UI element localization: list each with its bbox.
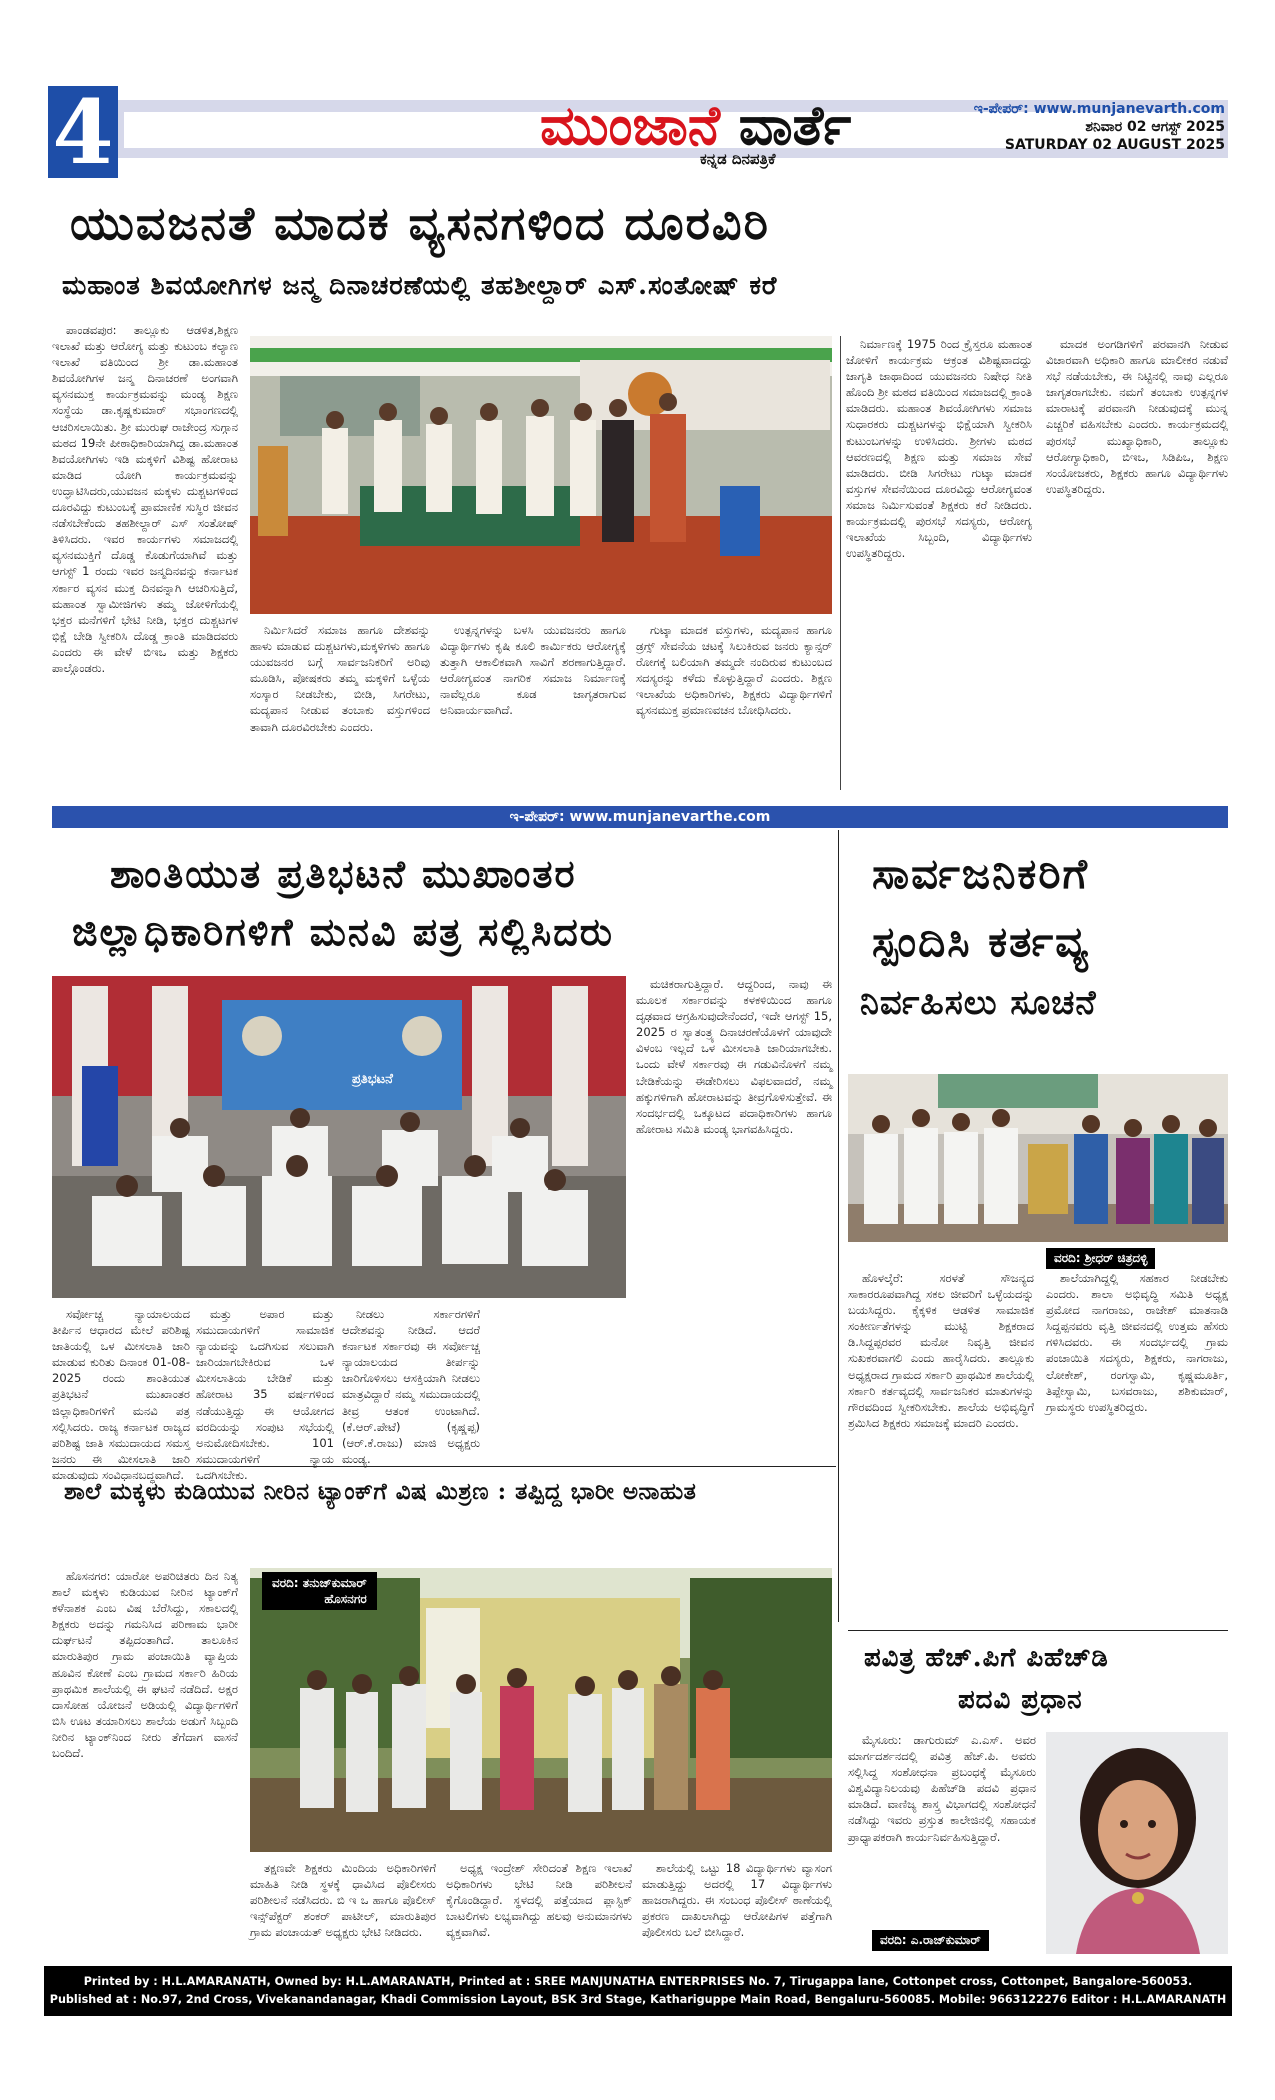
story5-portrait <box>1046 1732 1228 1954</box>
story2-col4: ಮಚಿಕರಾಗುತ್ತಿದ್ದಾರೆ. ಆದ್ದರಿಂದ, ನಾವು ಈ ಮೂಲಕ ಸರ್ಕಾರವನ್ನು ಕಳಕಳಿಯಿಂದ ಹಾಗೂ ದೃಢವಾದ ಆಗ್ರಹಿಸುವುದೇನೆಂದರೆ, ಇದೇ ಆಗಸ್ಟ್ 15, 2025 ರ ಸ್ವಾತಂತ್ರ್ಯ ದಿನಾಚರಣೆಯೊಳಗೆ ಯಾವುದೇ ವಿಳಂಬ ಇಲ್ಲದೆ ಒಳ ಮೀಸಲಾತಿ ಜಾರಿಯಾಗಬೇಕು. ಒಂದು ವೇಳೆ ಸರ್ಕಾರವು ಈ ಗಡುವಿನೊಳಗೆ ನಮ್ಮ ಬೇಡಿಕೆಯನ್ನು ಈಡೇರಿಸಲು ವಿಫಲವಾದರೆ, ನಮ್ಮ ಹಕ್ಕುಗಳಿಗಾಗಿ ಹೋರಾಟವನ್ನು ತೀವ್ರಗೊಳಿಸುತ್ತೇವೆ. ಈ ಸಂದರ್ಭದಲ್ಲಿ ಒಕ್ಕೂಟದ ಪದಾಧಿಕಾರಿಗಳು ಹಾಗೂ ಹೋರಾಟ ಸಮಿತಿ ಮಂಡ್ಯ ಭಾಗವಹಿಸಿದ್ದರು. <box>636 977 832 1136</box>
page-number: 4 <box>48 86 118 178</box>
story1-photo <box>250 336 832 614</box>
story1-col5: ನಿರ್ಮಾಣಕ್ಕೆ 1975 ರಿಂದ ಕ್ರೈಸ್ತರೂ ಮಹಾಂತ ಜೋಳಿಗೆ ಕಾರ್ಯಕ್ರಮ ಆಕ್ರಂತ ವಿಶಿಷ್ಟವಾದದ್ದು ಜಾಗೃತಿ ಜಾಥಾದಿಂದ ಯುವಜನರು ನಿಷೇಧ ನೀತಿ ಹೊಂದಿ ಶ್ರೀ ಮಠದ ವತಿಯಿಂದ ಸಮಾಜದಲ್ಲಿ ಕ್ರಾಂತಿ ಮಾಡಿದರು. ಮಹಾಂತ ಶಿವಯೋಗಿಗಳು ಸಮಾಜ ಸುಧಾರಕರು ದುಶ್ಚಟಗಳನ್ನು ಭಿಕ್ಷೆಯಾಗಿ ಸ್ವೀಕರಿಸಿ ಕುಟುಂಬಗಳನ್ನು ಉಳಿಸಿದರು. ಶ್ರೀಗಳು ಮಠದ ಆವರಣದಲ್ಲಿ ಶಿಕ್ಷಣ ಮತ್ತು ಸಮಾಜ ಸೇವೆ ಮಾಡಿದರು. ಬೀಡಿ ಸಿಗರೇಟು ಗುಟ್ಕಾ ಮಾದಕ ವಸ್ತುಗಳ ಸೇವನೆಯಿಂದ ದೂರವಿದ್ದು ಆರೋಗ್ಯವಂತ ಸಮಾಜ ನಿರ್ಮಿಸುವಂತೆ ಶಿಕ್ಷಕರು ಕರೆ ನೀಡಿದರು. ಕಾರ್ಯಕ್ರಮದಲ್ಲಿ ಪುರಸಭೆ ಸದಸ್ಯರು, ಆರೋಗ್ಯ ಇಲಾಖೆಯ ಸಿಬ್ಬಂದಿ, ವಿದ್ಯಾರ್ಥಿಗಳು ಉಪಸ್ಥಿತರಿದ್ದರು. <box>846 337 1032 561</box>
felicitation-photo-icon <box>848 1074 1228 1242</box>
protest-banner-text: ಪ್ರತಿಭಟನೆ <box>352 1072 393 1087</box>
story1-col2: ನಿರ್ಮಿಸಿದರೆ ಸಮಾಜ ಹಾಗೂ ದೇಶವನ್ನು ಹಾಳು ಮಾಡುವ ದುಶ್ಚಟಗಳು,ಮಕ್ಕಳಿಗಳು ಹಾಗೂ ಯುವಜನರ ಬಗ್ಗೆ ಸಾರ್ವಜನಿಕರಿಗೆ ಅರಿವು ಮೂಡಿಸಿ, ಪೋಷಕರು ತಮ್ಮ ಮಕ್ಕಳಿಗೆ ಒಳ್ಳೆಯ ಸಂಸ್ಕಾರ ನೀಡಬೇಕು, ಬೀಡಿ, ಸಿಗರೇಟು, ಮದ್ಯಪಾನ ನೀಡುವ ತಂಬಾಕು ವಸ್ತುಗಳಿಂದ ತಾವಾಗಿ ದೂರವಿರಬೇಕು ಎಂದರು. <box>250 623 430 734</box>
story4-photo <box>250 1568 832 1852</box>
column-divider <box>838 830 839 1622</box>
story2-col1: ಸರ್ವೋಚ್ಚ ನ್ಯಾಯಾಲಯದ ತೀರ್ಪಿನ ಆಧಾರದ ಮೇಲೆ ಪರಿಶಿಷ್ಟ ಜಾತಿಯಲ್ಲಿ ಒಳ ಮೀಸಲಾತಿ ಜಾರಿ ಮಾಡುವ ಕುರಿತು ದಿನಾಂಕ 01-08-2025 ರಂದು ಶಾಂತಿಯುತ ಪ್ರತಿಭಟನೆ ಮುಖಾಂತರ ಜಿಲ್ಲಾಧಿಕಾರಿಗಳಿಗೆ ಮನವಿ ಪತ್ರ ಸಲ್ಲಿಸಿದರು. ರಾಜ್ಯ ಕರ್ನಾಟಕ ರಾಜ್ಯದ ಪರಿಶಿಷ್ಟ ಜಾತಿ ಸಮುದಾಯದ ಸಮಸ್ತ ಜನರು ಈ ಮೀಸಲಾತಿ ಜಾರಿ ಮಾಡುವುದು ಸಂವಿಧಾನಬದ್ಧವಾಗಿದೆ. <box>52 1307 190 1482</box>
story4-photo-credit: ವರದಿ: ತನುಜ್‌ಕುಮಾರ್ ಹೊಸನಗರ <box>262 1572 377 1610</box>
imprint-line1: Printed by : H.L.AMARANATH, Owned by: H.L.AMARANATH, Printed at : SREE MANJUNATHA ENTERPRISES No. 7, Tirugappa lane, Cottonpet cross, Cottonpet, Bangalore-560053. <box>83 1975 1193 1988</box>
section-divider <box>52 1466 836 1467</box>
date-kannada: ಶನಿವಾರ 02 ಆಗಸ್ಟ್ 2025 <box>1085 119 1225 135</box>
story5-headline-line2: ಪದವಿ ಪ್ರಧಾನ <box>958 1685 1083 1715</box>
story5-headline-line1: ಪವಿತ್ರ ಹೆಚ್.ಪಿಗೆ ಪಿಹೆಚ್‌ಡಿ <box>864 1643 1109 1673</box>
imprint-footer <box>44 1966 1232 2016</box>
story1-col3: ಉತ್ಪನ್ನಗಳನ್ನು ಬಳಸಿ ಯುವಜನರು ಹಾಗೂ ವಿದ್ಯಾರ್ಥಿಗಳು ಕೃಷಿ ಕೂಲಿ ಕಾರ್ಮಿಕರು ಆರೋಗ್ಯಕ್ಕೆ ತುತ್ತಾಗಿ ಆಕಾಲಿಕವಾಗಿ ಸಾವಿಗೆ ಶರಣಾಗುತ್ತಿದ್ದಾರೆ. ಆರೋಗ್ಯವಂತ ನಾಗರಿಕ ಸಮಾಜ ನಿರ್ಮಾಣಕ್ಕೆ ನಾವೆಲ್ಲರೂ ಕೂಡ ಜಾಗೃತರಾಗುವ ಅನಿವಾರ್ಯವಾಗಿದೆ. <box>440 623 626 718</box>
story5-body: ಮೈಸೂರು: ಡಾಗುರುಮ್ ಎ.ಎಸ್. ಅವರ ಮಾರ್ಗದರ್ಶನದಲ್ಲಿ ಪವಿತ್ರ ಹೆಚ್.ಪಿ. ಅವರು ಸಲ್ಲಿಸಿದ್ದ ಸಂಶೋಧನಾ ಪ್ರಬಂಧಕ್ಕೆ ಮೈಸೂರು ವಿಶ್ವವಿದ್ಯಾನಿಲಯವು ಪಿಹೆಚ್‌ಡಿ ಪದವಿ ಪ್ರಧಾನ ಮಾಡಿದೆ. ವಾಣಿಜ್ಯ ಶಾಸ್ತ್ರ ವಿಭಾಗದಲ್ಲಿ ಸಂಶೋಧನೆ ನಡೆಸಿದ್ದು ಇವರು ಪ್ರಸ್ತುತ ಕಾಲೇಜಿನಲ್ಲಿ ಸಹಾಯಕ ಪ್ರಾಧ್ಯಾಪಕರಾಗಿ ಕಾರ್ಯನಿರ್ವಹಿಸುತ್ತಿದ್ದಾರೆ. <box>848 1733 1036 1844</box>
story3-col1: ಹೊಳಲ್ಕೆರೆ: ಸರಳತೆ ಸೌಜನ್ಯದ ಸಾಕಾರರೂಪವಾಗಿದ್ದ ಸಕಲ ಜೀವರಿಗೆ ಒಳ್ಳೆಯದನ್ನು ಬಯಸಿದ್ದರು. ಕೈಕ್ಕಳಿಕ ಆಡಳಿತ ಸಾಮಾಜಿಕ ಸಂಕೀರ್ಣತೆಗಳನ್ನು ಮುಟ್ಟಿ ಶಿಕ್ಷಕರಾದ ಡಿ.ಸಿದ್ದಪ್ಪರವರ ಮನೋ ನಿವೃತ್ತಿ ಜೀವನ ಸುಖಕರವಾಗಲಿ ಎಂದು ಹಾರೈಸಿದರು. ತಾಲ್ಲೂಕು ಅಧ್ಯಕ್ಷರಾದ ಗ್ರಾಮದ ಸರ್ಕಾರಿ ಪ್ರಾಥಮಿಕ ಶಾಲೆಯಲ್ಲಿ ಸರ್ಕಾರಿ ಕರ್ತವ್ಯದಲ್ಲಿ ಸಾರ್ವಜನಿಕರ ಮಾತುಗಳನ್ನು ಗೌರವದಿಂದ ಸ್ವೀಕರಿಸಬೇಕು. ಶಾಲೆಯ ಅಭಿವೃದ್ಧಿಗೆ ಶ್ರಮಿಸಿದ ಶಿಕ್ಷಕರು ಸಮಾಜಕ್ಕೆ ಮಾದರಿ ಎಂದರು. <box>848 1271 1034 1430</box>
story4-headline: ಶಾಲೆ ಮಕ್ಕಳು ಕುಡಿಯುವ ನೀರಿನ ಟ್ಯಾಂಕ್‌ಗೆ ವಿಷ ಮಿಶ್ರಣ : ತಪ್ಪಿದ್ದ ಭಾರೀ ಅನಾಹುತ <box>64 1478 697 1505</box>
column-divider <box>840 336 841 790</box>
epaper-banner[interactable]: ಇ-ಪೇಪರ್: www.munjanevarthe.com <box>52 806 1228 828</box>
story1-headline: ಯುವಜನತೆ ಮಾದಕ ವ್ಯಸನಗಳಿಂದ ದೂರವಿರಿ <box>70 196 770 250</box>
story1-subheadline: ಮಹಾಂತ ಶಿವಯೋಗಿಗಳ ಜನ್ಮ ದಿನಾಚರಣೆಯಲ್ಲಿ ತಹಶೀಲ್ದಾರ್ ಎಸ್.ಸಂತೋಷ್ ಕರೆ <box>62 271 778 301</box>
story1-col4: ಗುಟ್ಕಾ ಮಾದಕ ವಸ್ತುಗಳು, ಮದ್ಯಪಾನ ಹಾಗೂ ಡ್ರಗ್ಸ್ ಸೇವನೆಯ ಚಟಕ್ಕೆ ಸಿಲುಕಿರುವ ಜನರು ಕ್ಯಾನ್ಸರ್ ರೋಗಕ್ಕೆ ಬಲಿಯಾಗಿ ತಮ್ಮದೇ ನಂದಿರುವ ಕುಟುಂಬದ ಸದಸ್ಯರನ್ನು ಕಳೆದು ಕೊಳ್ಳುತ್ತಿದ್ದಾರೆ ಎಂದರು. ಶಿಕ್ಷಣ ಇಲಾಖೆಯ ಅಧಿಕಾರಿಗಳು, ಶಿಕ್ಷಕರು ವಿದ್ಯಾರ್ಥಿಗಳಿಗೆ ವ್ಯಸನಮುಕ್ತ ಪ್ರಮಾಣವಚನ ಬೋಧಿಸಿದರು. <box>636 623 832 718</box>
story2-headline-line1: ಶಾಂತಿಯುತ ಪ್ರತಿಭಟನೆ ಮುಖಾಂತರ <box>110 851 577 896</box>
story4-col3: ಅಧ್ಯಕ್ಷ ಇಂದ್ರೇಶ್ ಸೇರಿದಂತೆ ಶಿಕ್ಷಣ ಇಲಾಖೆ ಅಧಿಕಾರಿಗಳು ಭೇಟಿ ನೀಡಿ ಪರಿಶೀಲನೆ ಕೈಗೊಂಡಿದ್ದಾರೆ. ಸ್ಥಳದಲ್ಲಿ ಪತ್ತೆಯಾದ ಪ್ಲಾಸ್ಟಿಕ್ ಬಾಟಲಿಗಳು ಲಭ್ಯವಾಗಿದ್ದು ಹಲವು ಅನುಮಾನಗಳು ವ್ಯಕ್ತವಾಗಿವೆ. <box>446 1861 632 1940</box>
story4-col4: ಶಾಲೆಯಲ್ಲಿ ಒಟ್ಟು 18 ವಿದ್ಯಾರ್ಥಿಗಳು ವ್ಯಾಸಂಗ ಮಾಡುತ್ತಿದ್ದು ಅದರಲ್ಲಿ 17 ವಿದ್ಯಾರ್ಥಿಗಳು ಹಾಜರಾಗಿದ್ದರು. ಈ ಸಂಬಂಧ ಪೊಲೀಸ್ ಠಾಣೆಯಲ್ಲಿ ಪ್ರಕರಣ ದಾಖಲಾಗಿದ್ದು ಆರೋಪಿಗಳ ಪತ್ತೆಗಾಗಿ ಪೊಲೀಸರು ಬಲೆ ಬೀಸಿದ್ದಾರೆ. <box>642 1861 832 1940</box>
story3-headline-line1: ಸಾರ್ವಜನಿಕರಿಗೆ <box>872 849 1089 898</box>
protest-photo-icon <box>52 976 626 1298</box>
story3-col2: ಶಾಲೆಯಾಗಿದ್ದಲ್ಲಿ ಸಹಕಾರ ನೀಡಬೇಕು ಎಂದರು. ಶಾಲಾ ಅಭಿವೃದ್ಧಿ ಸಮಿತಿ ಅಧ್ಯಕ್ಷ ಪ್ರಮೋದ ನಾಗರಾಜು, ರಾಜೇಶ್ ಮಾತನಾಡಿ ಸಿದ್ದಪ್ಪನವರು ವೃತ್ತಿ ಜೀವನದಲ್ಲಿ ಉತ್ತಮ ಹೆಸರು ಗಳಿಸಿದವರು. ಈ ಸಂದರ್ಭದಲ್ಲಿ ಗ್ರಾಮ ಪಂಚಾಯಿತಿ ಸದಸ್ಯರು, ಶಿಕ್ಷಕರು, ನಾಗರಾಜು, ಲೋಕೇಶ್, ರಂಗಸ್ವಾಮಿ, ಕೃಷ್ಣಮೂರ್ತಿ, ತಿಪ್ಪೇಸ್ವಾಮಿ, ಬಸವರಾಜು, ಶಶಿಕುಮಾರ್, ಗ್ರಾಮಸ್ಥರು ಉಪಸ್ಥಿತರಿದ್ದರು. <box>1046 1271 1228 1414</box>
portrait-photo-icon <box>1046 1732 1228 1954</box>
story3-photo <box>848 1074 1228 1242</box>
story2-col2: ಮತ್ತು ಅಪಾರ ಮತ್ತು ಸಮುದಾಯಗಳಿಗೆ ಸಾಮಾಜಿಕ ನ್ಯಾಯವನ್ನು ಒದಗಿಸುವ ಸಲುವಾಗಿ ಜಾರಿಯಾಗಬೇಕಿರುವ ಒಳ ಮೀಸಲಾತಿಯ ಬೇಡಿಕೆ ಮತ್ತು ಹೋರಾಟ 35 ವರ್ಷಗಳಿಂದ ನಡೆಯುತ್ತಿದ್ದು ಈ ಆಯೋಗದ ವರದಿಯನ್ನು ಸಂಪುಟ ಸಭೆಯಲ್ಲಿ ಅನುಮೋದಿಸಬೇಕು. 101 ಸಮುದಾಯಗಳಿಗೆ ನ್ಯಾಯ ಒದಗಿಸಬೇಕು. <box>196 1307 334 1482</box>
school-tank-photo-icon <box>250 1568 832 1852</box>
story5-credit: ವರದಿ: ಎ.ರಾಜ್‌ಕುಮಾರ್ <box>872 1930 989 1951</box>
story3-headline-line3: ನಿರ್ವಹಿಸಲು ಸೂಚನೆ <box>860 983 1097 1023</box>
story2-col3: ನೀಡಲು ಸರ್ಕಾರಗಳಿಗೆ ಆದೇಶವನ್ನು ನೀಡಿದೆ. ಆದರೆ ಕರ್ನಾಟಕ ಸರ್ಕಾರವು ಈ ಸರ್ವೋಚ್ಚ ನ್ಯಾಯಾಲಯದ ತೀರ್ಪನ್ನು ಜಾರಿಗೊಳಿಸಲು ಆಸಕ್ತಿಯಾಗಿ ನೀಡಲು ಮಾತ್ರವಿದ್ದಾರೆ ನಮ್ಮ ಸಮುದಾಯದಲ್ಲಿ ತೀವ್ರ ಆತಂಕ ಉಂಟಾಗಿದೆ. (ಕೆ.ಆರ್.ಪೇಟೆ) (ಕೃಷ್ಣಪ್ಪ) (ಆರ್.ಕೆ.ರಾಜು) ಮಾಜಿ ಅಧ್ಯಕ್ಷರು ಮಂಡ್ಯ. <box>342 1307 480 1466</box>
title-part2: ವಾರ್ತೆ <box>738 93 852 157</box>
date-english: SATURDAY 02 AUGUST 2025 <box>1004 137 1225 153</box>
story2-headline-line2: ಜಿಲ್ಲಾಧಿಕಾರಿಗಳಿಗೆ ಮನವಿ ಪತ್ರ ಸಲ್ಲಿಸಿದರು <box>72 909 614 954</box>
imprint-line2: Published at : No.97, 2nd Cross, Vivekanandanagar, Khadi Commission Layout, BSK 3rd Stage, Kathariguppe Main Road, Bengaluru-560085. Mobile: 9663122276 Editor : H.L.AMARANATH <box>49 1993 1227 2006</box>
section-divider <box>848 1630 1228 1631</box>
epaper-url[interactable]: ಇ-ಪೇಪರ್: www.munjanevarth.com <box>973 101 1225 117</box>
ceremony-photo-icon <box>250 336 832 614</box>
story1-col6: ಮಾದಕ ಅಂಗಡಿಗಳಿಗೆ ಪರವಾನಗಿ ನೀಡುವ ವಿಚಾರವಾಗಿ ಅಧಿಕಾರಿ ಹಾಗೂ ಮಾಲೀಕರ ನಡುವೆ ಸಭೆ ನಡೆಯಬೇಕು, ಈ ನಿಟ್ಟಿನಲ್ಲಿ ನಾವು ಎಲ್ಲರೂ ಜಾಗೃತರಾಗಬೇಕು. ನಮಗೆ ತಂಬಾಕು ಉತ್ಪನ್ನಗಳ ಮಾರಾಟಕ್ಕೆ ಪರವಾನಗಿ ನೀಡುವುದಕ್ಕೆ ಮುನ್ನ ಎಚ್ಚರಿಕೆ ವಹಿಸಬೇಕು ಎಂದರು. ಕಾರ್ಯಕ್ರಮದಲ್ಲಿ ಪುರಸಭೆ ಮುಖ್ಯಾಧಿಕಾರಿ, ತಾಲ್ಲೂಕು ಆರೋಗ್ಯಾಧಿಕಾರಿ, ಬಿಇಒ, ಸಿಡಿಪಿಒ, ಶಿಕ್ಷಣ ಸಂಯೋಜಕರು, ಶಿಕ್ಷಕರು ಹಾಗೂ ವಿದ್ಯಾರ್ಥಿಗಳು ಉಪಸ್ಥಿತರಿದ್ದರು. <box>1046 337 1228 496</box>
story3-photo-credit: ವರದಿ: ಶ್ರೀಧರ್ ಚಿತ್ರದಳ್ಳಿ <box>1046 1248 1155 1269</box>
story3-headline-line2: ಸ್ಪಂದಿಸಿ ಕರ್ತವ್ಯ <box>872 917 1090 966</box>
story4-col2: ತಕ್ಷಣವೇ ಶಿಕ್ಷಕರು ಮಿಂದಿಯ ಅಧಿಕಾರಿಗಳಿಗೆ ಮಾಹಿತಿ ನೀಡಿ ಸ್ಥಳಕ್ಕೆ ಧಾವಿಸಿದ ಪೊಲೀಸರು ಪರಿಶೀಲನೆ ನಡೆಸಿದರು. ಬಿ ಇ ಒ ಹಾಗೂ ಪೊಲೀಸ್ ಇನ್ಸ್‌ಪೆಕ್ಟರ್ ಶಂಕರ್ ಪಾಟೀಲ್, ಮಾರುತಿಪುರ ಗ್ರಾಮ ಪಂಚಾಯತ್ ಅಧ್ಯಕ್ಷರು ಭೇಟಿ ನೀಡಿದರು. <box>250 1861 436 1940</box>
newspaper-title <box>540 94 851 156</box>
story1-col1: ಪಾಂಡವಪುರ: ತಾಲ್ಲೂಕು ಆಡಳಿತ,ಶಿಕ್ಷಣ ಇಲಾಖೆ ಮತ್ತು ಆರೋಗ್ಯ ಮತ್ತು ಕುಟುಂಬ ಕಲ್ಯಾಣ ಇಲಾಖೆ ವತಿಯಿಂದ ಶ್ರೀ ಡಾ.ಮಹಾಂತ ಶಿವಯೋಗಿಗಳ ಜನ್ಮ ದಿನಾಚರಣೆ ಅಂಗವಾಗಿ ವ್ಯಸನಮುಕ್ತ ಕಾರ್ಯಕ್ರಮವನ್ನು ಮಂಡ್ಯ ಶಿಕ್ಷಣ ಸಂಸ್ಥೆಯ ಡಾ.ಕೃಷ್ಣಕುಮಾರ್ ಸಭಾಂಗಣದಲ್ಲಿ ಆಚರಿಸಲಾಯಿತು. ಶ್ರೀ ಮುರುಘ ರಾಜೇಂದ್ರ ಸುಗ್ಗಾನ ಮಠದ 19ನೇ ಪೀಠಾಧಿಕಾರಿಯಾಗಿದ್ದ ಡಾ.ಮಹಾಂತ ಶಿವಯೋಗಿಗಳು ಇಡಿ ಮಕ್ಕಳಿಗೆ ವಿಶಿಷ್ಟ ಹೋರಾಟ ಮಾಡಿದ ಯೋಗಿ ಕಾರ್ಯಕ್ರಮವನ್ನು ಉದ್ಘಾಟಿಸಿದರು,ಯುವಜನ ಮಕ್ಕಳು ದುಶ್ಚಟಗಳಿಂದ ದೂರವಿದ್ದು ಕುಟುಂಬಕ್ಕೆ ಪ್ರಾಮಾಣಿಕ ಸುಸ್ಥಿರ ಜೀವನ ನಡೆಸಬೇಕೆಂದು ತಹಶೀಲ್ದಾರ್ ಎಸ್ ಸಂತೋಷ್ ತಿಳಿಸಿದರು. ಇವರ ಕಾರ್ಯಗಳು ಸಮಾಜದಲ್ಲಿ ವ್ಯಸನಮುಕ್ತಿಗೆ ದೊಡ್ಡ ಕೊಡುಗೆಯಾಗಿವೆ ಮತ್ತು ಆಗಸ್ಟ್ 1 ರಂದು ಇವರ ಜನ್ಮದಿನವನ್ನು ಕರ್ನಾಟಕ ಸರ್ಕಾರ ವ್ಯಸನ ಮುಕ್ತ ದಿನವನ್ನಾಗಿ ಆಚರಿಸುತ್ತಿದೆ, ಮಹಾಂತ ಸ್ವಾಮೀಜಿಗಳು ತಮ್ಮ ಜೋಳಿಗೆಯಲ್ಲಿ ಭಕ್ತರ ಮನೆಗಳಿಗೆ ಭೇಟಿ ನೀಡಿ, ಭಕ್ತರ ದುಶ್ಚಟಗಳ ಭಿಕ್ಷೆ ಬೇಡಿ ಸ್ವೀಕರಿಸಿ ದೊಡ್ಡ ಕ್ರಾಂತಿ ಮಾಡಿದವರು ಎಂದರು ಈ ವೇಳೆ ಬಿಇಒ ಮತ್ತು ಶಿಕ್ಷಕರು ಪಾಲ್ಗೊಂಡರು. <box>52 323 238 675</box>
title-part1: ಮುಂಜಾನೆ <box>540 93 720 157</box>
story4-col1: ಹೊಸನಗರ: ಯಾರೋ ಅಪರಿಚಿತರು ದಿನ ನಿತ್ಯ ಶಾಲೆ ಮಕ್ಕಳು ಕುಡಿಯುವ ನೀರಿನ ಟ್ಯಾಂಕ್‌ಗೆ ಕಳೆನಾಶಕ ಎಂಬ ವಿಷ ಬೆರೆಸಿದ್ದು, ಸಕಾಲದಲ್ಲಿ ಶಿಕ್ಷಕರು ಅದನ್ನು ಗಮನಿಸಿದ ಪರಿಣಾಮ ಭಾರೀ ದುರ್ಘಟನೆ ತಪ್ಪಿದಂತಾಗಿದೆ. ತಾಲೂಕಿನ ಮಾರುತಿಪುರ ಗ್ರಾಮ ಪಂಚಾಯಿತಿ ವ್ಯಾಪ್ತಿಯ ಹೂವಿನ ಕೋಣೆ ಎಂಬ ಗ್ರಾಮದ ಸರ್ಕಾರಿ ಹಿರಿಯ ಪ್ರಾಥಮಿಕ ಶಾಲೆಯಲ್ಲಿ ಈ ಘಟನೆ ನಡೆದಿದೆ. ಅಕ್ಷರ ದಾಸೋಹ ಯೋಜನೆ ಅಡಿಯಲ್ಲಿ ವಿದ್ಯಾರ್ಥಿಗಳಿಗೆ ಬಿಸಿ ಊಟ ತಯಾರಿಸಲು ಶಾಲೆಯ ಅಡುಗೆ ಸಿಬ್ಬಂದಿ ನೀರಿನ ಟ್ಯಾಂಕ್‌ನಿಂದ ನೀರು ತೆಗೆದಾಗ ವಾಸನೆ ಬಂದಿದೆ. <box>52 1569 238 1761</box>
newspaper-subtitle: ಕನ್ನಡ ದಿನಪತ್ರಿಕೆ <box>700 150 776 168</box>
masthead-dateline <box>920 100 1225 154</box>
story2-photo <box>52 976 626 1298</box>
